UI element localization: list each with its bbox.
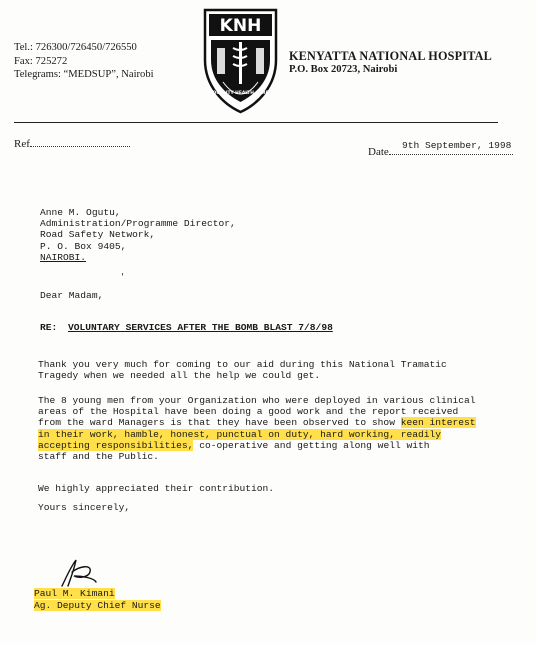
hospital-logo [203, 8, 278, 116]
subject-line: VOLUNTARY SERVICES AFTER THE BOMB BLAST 7/8/98 [68, 322, 333, 333]
paragraph-line [38, 429, 476, 440]
highlighted-text: Ag. Deputy Chief Nurse [34, 600, 161, 611]
header-divider [14, 122, 498, 123]
telephone-line: Tel.: 726300/726450/726550 [14, 42, 137, 53]
paragraph-text: from the ward Managers is that they have been observed to show [38, 417, 401, 429]
highlighted-text: keen interest [400, 417, 476, 429]
recipient-position: Administration/Programme Director, [40, 218, 236, 230]
paragraph-text: co-operative and getting along well with [193, 439, 430, 451]
paragraph-line: Tragedy when we needed all the help we could get. [38, 370, 321, 382]
paragraph-appreciation: We highly appreciated their contribution. [38, 483, 275, 494]
recipient-name: Anne M. Ogutu, [40, 207, 121, 218]
recipient-po-box: P. O. Box 9405, [40, 240, 127, 252]
svg-text:KNH [220, 16, 262, 36]
highlighted-text: Paul M. Kimani [34, 588, 115, 599]
ref-dotted-line [30, 146, 130, 147]
date-dotted-line [389, 154, 513, 155]
paragraph-report [38, 395, 476, 462]
date-value: 9th September, 1998 [402, 140, 512, 151]
recipient-address [40, 207, 236, 263]
paragraph-line [38, 440, 476, 451]
paragraph-line: The 8 young men from your Organization who were deployed in various clinical [38, 395, 476, 406]
logo-text: KNH [219, 16, 262, 36]
handwritten-signature [56, 556, 100, 590]
signatory-title [34, 600, 161, 611]
paragraph-line: Thank you very much for coming to our aid during this National Tramatic [38, 359, 447, 370]
highlighted-text: accepting responsibilities, [38, 439, 194, 451]
telegrams-line: Telegrams: “MEDSUP”, Nairobi [14, 69, 154, 81]
reference-field [14, 138, 130, 150]
signatory-name [34, 588, 115, 599]
paragraph-line: staff and the Public. [38, 451, 159, 463]
ref-label: Ref [14, 138, 30, 150]
recipient-city: NAIROBI. [40, 251, 87, 263]
hospital-name: KENYATTA NATIONAL HOSPITAL [289, 49, 492, 63]
scan-mark: ' [120, 273, 125, 282]
logo-motto: QUALITY HEALTH CARE [212, 91, 269, 96]
contact-block [14, 41, 154, 82]
paragraph-line [38, 417, 476, 428]
closing: Yours sincerely, [38, 502, 131, 513]
recipient-organization: Road Safety Network, [40, 229, 156, 241]
paragraph-line: areas of the Hospital have been doing a good work and the report received [38, 406, 459, 418]
fax-line: Fax: 725272 [14, 55, 68, 67]
date-label: Date [368, 146, 389, 158]
svg-text:QUALITY HEALTH CARE [212, 90, 268, 96]
paragraph-thanks [38, 359, 447, 381]
highlighted-text: in their work, hamble, honest, punctual on duty, hard working, readily [38, 428, 442, 440]
salutation: Dear Madam, [40, 290, 104, 301]
hospital-address: P.O. Box 20723, Nairobi [289, 64, 398, 75]
subject-label: RE: [40, 322, 58, 333]
